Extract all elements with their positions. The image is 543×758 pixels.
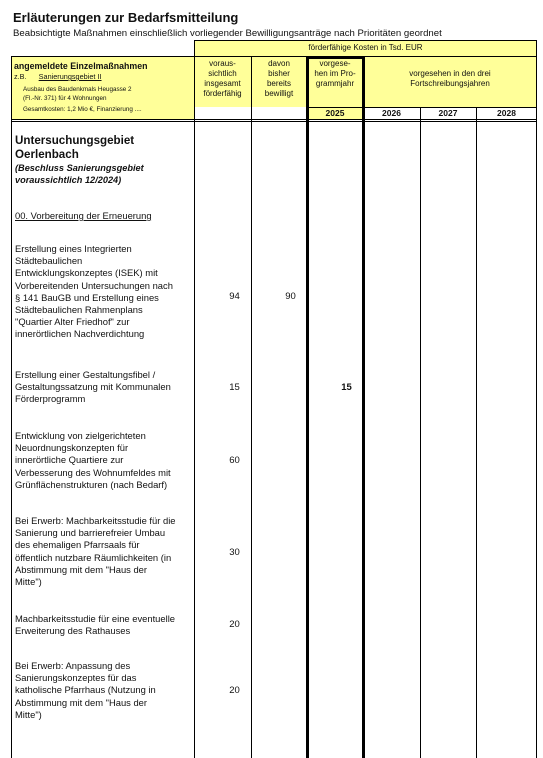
area-heading [15,134,193,186]
measure-row-2: Erstellung einer Gestaltungsfibel / Gestaltungssatzung mit Kommunalen Förderprogramm [15,369,171,405]
measure-row-5: Machbarkeitsstudie für eine eventuelle Erweiterung des Rathauses [15,613,175,637]
measure-row-4: Bei Erwerb: Machbarkeitsstudie für die Sanierung und barrierefreier Umbau des ehemaligen Pfarrsaals für öffentlich nutzbare Räumlichkeiten (in Abstimmung mit dem "Haus der Mitte") [15,515,176,588]
cost-header: förderfähige Kosten in Tsd. EUR [308,43,423,52]
measure-row-1: Erstellung eines Integrierten Städtebaulichen Entwicklungskonzeptes (ISEK) mit Vorbereitenden Untersuchungen nach § 141 BauGB und Erstellung eines Städtebaulichen Rahmenplans "Quartier Alter Friedhof" zur innerörtlichen Nachverdichtung [15,243,173,340]
column-approved-header: davon bisher bereits bewilligt [264,59,294,98]
year-2025: 2025 [325,108,345,118]
row-2-program-year: 15 [341,382,352,393]
row-1-total: 94 [229,291,240,302]
row-4-total: 30 [229,547,240,558]
page-title: Erläuterungen zur Bedarfsmitteilung [13,10,239,25]
column1-title: angemeldete Einzelmaßnahmen [14,61,148,71]
row-2-total: 15 [229,382,240,393]
example-note-line1: Ausbau des Baudenkmals Heugasse 2 [23,86,132,93]
row-1-approved: 90 [285,291,296,302]
example-link: Sanierungsgebiet II [38,72,102,81]
column-program-year-header: vorgese- hen im Pro- grammjahr [314,59,356,88]
example-prefix: z.B. [14,72,27,81]
column1-header [14,61,194,114]
row-5-total: 20 [229,619,240,630]
row-3-total: 60 [229,455,240,466]
section-heading: 00. Vorbereitung der Erneuerung [15,210,152,221]
measure-row-6: Bei Erwerb: Anpassung des Sanierungskonzeptes für das katholische Pfarrhaus (Nutzung in Abstimmung mit dem "Haus der Mitte") [15,660,156,720]
column-following-years-header: vorgesehen in den drei Fortschreibungsjahren [409,69,491,88]
column-total-header: voraus- sichtlich insgesamt förderfähig [203,59,242,98]
area-note-line2: voraussichtlich 12/2024) [15,175,122,185]
example-note-line3: Gesamtkosten: 1,2 Mio €, Finanzierung .... [23,106,142,113]
measure-row-3: Entwicklung von zielgerichteten Neuordnungskonzepten für innerörtliche Quartiere zur Verbesserung des Wohnumfeldes mit Grünflächenstrukturen (nach Bedarf) [15,430,171,490]
year-2026: 2026 [382,108,401,118]
page-subtitle: Beabsichtigte Maßnahmen einschließlich vorliegender Bewilligungsanträge nach Prioritäten geordnet [13,28,442,39]
budget-table [11,40,537,758]
year-2027: 2027 [438,108,458,118]
area-note-line1: (Beschluss Sanierungsgebiet [15,163,144,173]
year-2028: 2028 [497,108,516,118]
area-name-line1: Untersuchungsgebiet [15,134,135,147]
area-name-line2: Oerlenbach [15,148,79,161]
row-6-total: 20 [229,685,240,696]
example-note-line2: (Fl.-Nr. 371) für 4 Wohnungen [23,95,107,102]
